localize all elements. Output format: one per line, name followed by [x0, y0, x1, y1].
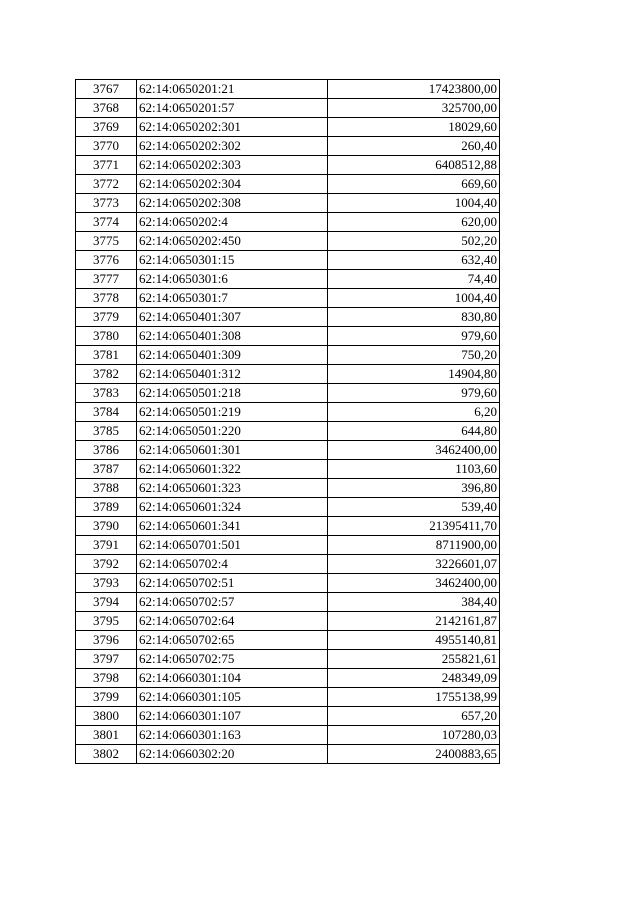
row-number: 3772 — [76, 175, 137, 194]
cadastral-value: 620,00 — [328, 213, 500, 232]
cadastral-number: 62:14:0650202:304 — [137, 175, 328, 194]
cadastral-number: 62:14:0650202:4 — [137, 213, 328, 232]
row-number: 3796 — [76, 631, 137, 650]
table-row — [76, 137, 500, 156]
row-number: 3787 — [76, 460, 137, 479]
cadastral-number: 62:14:0650201:21 — [137, 80, 328, 99]
cadastral-value: 1004,40 — [328, 194, 500, 213]
table-row — [76, 327, 500, 346]
cadastral-number: 62:14:0660301:104 — [137, 669, 328, 688]
cadastral-number: 62:14:0650501:219 — [137, 403, 328, 422]
cadastral-value: 502,20 — [328, 232, 500, 251]
cadastral-value: 3462400,00 — [328, 441, 500, 460]
table-row — [76, 251, 500, 270]
cadastral-number: 62:14:0650201:57 — [137, 99, 328, 118]
row-number: 3774 — [76, 213, 137, 232]
table-row — [76, 308, 500, 327]
cadastral-value: 384,40 — [328, 593, 500, 612]
row-number: 3767 — [76, 80, 137, 99]
row-number: 3781 — [76, 346, 137, 365]
table-row — [76, 99, 500, 118]
cadastral-number: 62:14:0650401:307 — [137, 308, 328, 327]
cadastral-number: 62:14:0650702:51 — [137, 574, 328, 593]
cadastral-value: 6408512,88 — [328, 156, 500, 175]
cadastral-value: 2142161,87 — [328, 612, 500, 631]
row-number: 3797 — [76, 650, 137, 669]
cadastral-value: 750,20 — [328, 346, 500, 365]
cadastral-value: 539,40 — [328, 498, 500, 517]
table-row — [76, 669, 500, 688]
cadastral-value: 644,80 — [328, 422, 500, 441]
row-number: 3801 — [76, 726, 137, 745]
row-number: 3802 — [76, 745, 137, 764]
cadastral-number: 62:14:0650202:303 — [137, 156, 328, 175]
cadastral-value: 17423800,00 — [328, 80, 500, 99]
cadastral-value: 3226601,07 — [328, 555, 500, 574]
table-row — [76, 213, 500, 232]
cadastral-value: 14904,80 — [328, 365, 500, 384]
cadastral-value: 21395411,70 — [328, 517, 500, 536]
table-row — [76, 726, 500, 745]
table-row — [76, 460, 500, 479]
row-number: 3790 — [76, 517, 137, 536]
cadastral-number: 62:14:0660302:20 — [137, 745, 328, 764]
cadastral-number: 62:14:0660301:105 — [137, 688, 328, 707]
cadastral-number: 62:14:0650702:4 — [137, 555, 328, 574]
cadastral-number: 62:14:0650401:309 — [137, 346, 328, 365]
table-row — [76, 441, 500, 460]
row-number: 3768 — [76, 99, 137, 118]
table-row — [76, 118, 500, 137]
table-row — [76, 631, 500, 650]
row-number: 3778 — [76, 289, 137, 308]
row-number: 3793 — [76, 574, 137, 593]
cadastral-number: 62:14:0650701:501 — [137, 536, 328, 555]
cadastral-number: 62:14:0650601:341 — [137, 517, 328, 536]
cadastral-value: 325700,00 — [328, 99, 500, 118]
table-row — [76, 707, 500, 726]
cadastral-value: 8711900,00 — [328, 536, 500, 555]
cadastral-number: 62:14:0650401:308 — [137, 327, 328, 346]
cadastral-value: 18029,60 — [328, 118, 500, 137]
table-row — [76, 289, 500, 308]
table-row — [76, 175, 500, 194]
row-number: 3770 — [76, 137, 137, 156]
row-number: 3798 — [76, 669, 137, 688]
cadastral-value: 1103,60 — [328, 460, 500, 479]
table-row — [76, 688, 500, 707]
table-row — [76, 270, 500, 289]
row-number: 3782 — [76, 365, 137, 384]
table-row — [76, 479, 500, 498]
cadastral-value: 979,60 — [328, 327, 500, 346]
table-row — [76, 422, 500, 441]
cadastral-table — [75, 79, 500, 764]
table-row — [76, 80, 500, 99]
cadastral-value: 3462400,00 — [328, 574, 500, 593]
table-row — [76, 517, 500, 536]
row-number: 3791 — [76, 536, 137, 555]
cadastral-number: 62:14:0650202:450 — [137, 232, 328, 251]
row-number: 3792 — [76, 555, 137, 574]
row-number: 3794 — [76, 593, 137, 612]
cadastral-number: 62:14:0650501:218 — [137, 384, 328, 403]
cadastral-number: 62:14:0660301:107 — [137, 707, 328, 726]
cadastral-value: 248349,09 — [328, 669, 500, 688]
row-number: 3780 — [76, 327, 137, 346]
table-row — [76, 194, 500, 213]
cadastral-value: 6,20 — [328, 403, 500, 422]
table-body — [76, 80, 500, 764]
table-row — [76, 498, 500, 517]
table-row — [76, 650, 500, 669]
cadastral-value: 260,40 — [328, 137, 500, 156]
cadastral-number: 62:14:0650601:301 — [137, 441, 328, 460]
row-number: 3800 — [76, 707, 137, 726]
cadastral-number: 62:14:0650202:308 — [137, 194, 328, 213]
row-number: 3795 — [76, 612, 137, 631]
table-row — [76, 593, 500, 612]
cadastral-value: 657,20 — [328, 707, 500, 726]
cadastral-value: 1755138,99 — [328, 688, 500, 707]
row-number: 3769 — [76, 118, 137, 137]
cadastral-value: 979,60 — [328, 384, 500, 403]
table-row — [76, 403, 500, 422]
table-row — [76, 745, 500, 764]
row-number: 3789 — [76, 498, 137, 517]
cadastral-value: 396,80 — [328, 479, 500, 498]
row-number: 3784 — [76, 403, 137, 422]
row-number: 3773 — [76, 194, 137, 213]
cadastral-number: 62:14:0650301:7 — [137, 289, 328, 308]
cadastral-value: 632,40 — [328, 251, 500, 270]
document-sheet — [75, 79, 499, 764]
cadastral-value: 4955140,81 — [328, 631, 500, 650]
cadastral-value: 74,40 — [328, 270, 500, 289]
table-row — [76, 156, 500, 175]
row-number: 3779 — [76, 308, 137, 327]
cadastral-number: 62:14:0650702:65 — [137, 631, 328, 650]
table-row — [76, 384, 500, 403]
table-row — [76, 612, 500, 631]
row-number: 3788 — [76, 479, 137, 498]
row-number: 3786 — [76, 441, 137, 460]
cadastral-number: 62:14:0650401:312 — [137, 365, 328, 384]
row-number: 3777 — [76, 270, 137, 289]
cadastral-value: 830,80 — [328, 308, 500, 327]
cadastral-number: 62:14:0650702:57 — [137, 593, 328, 612]
cadastral-number: 62:14:0650501:220 — [137, 422, 328, 441]
table-row — [76, 555, 500, 574]
cadastral-value: 107280,03 — [328, 726, 500, 745]
cadastral-value: 669,60 — [328, 175, 500, 194]
cadastral-number: 62:14:0650702:75 — [137, 650, 328, 669]
cadastral-value: 2400883,65 — [328, 745, 500, 764]
row-number: 3785 — [76, 422, 137, 441]
row-number: 3771 — [76, 156, 137, 175]
row-number: 3776 — [76, 251, 137, 270]
row-number: 3775 — [76, 232, 137, 251]
cadastral-number: 62:14:0650301:6 — [137, 270, 328, 289]
cadastral-number: 62:14:0650601:323 — [137, 479, 328, 498]
cadastral-number: 62:14:0650702:64 — [137, 612, 328, 631]
table-row — [76, 536, 500, 555]
row-number: 3799 — [76, 688, 137, 707]
cadastral-number: 62:14:0650301:15 — [137, 251, 328, 270]
cadastral-value: 255821,61 — [328, 650, 500, 669]
row-number: 3783 — [76, 384, 137, 403]
cadastral-value: 1004,40 — [328, 289, 500, 308]
cadastral-number: 62:14:0660301:163 — [137, 726, 328, 745]
table-row — [76, 365, 500, 384]
cadastral-number: 62:14:0650601:322 — [137, 460, 328, 479]
cadastral-number: 62:14:0650202:302 — [137, 137, 328, 156]
table-row — [76, 232, 500, 251]
cadastral-number: 62:14:0650601:324 — [137, 498, 328, 517]
table-row — [76, 574, 500, 593]
table-row — [76, 346, 500, 365]
cadastral-number: 62:14:0650202:301 — [137, 118, 328, 137]
